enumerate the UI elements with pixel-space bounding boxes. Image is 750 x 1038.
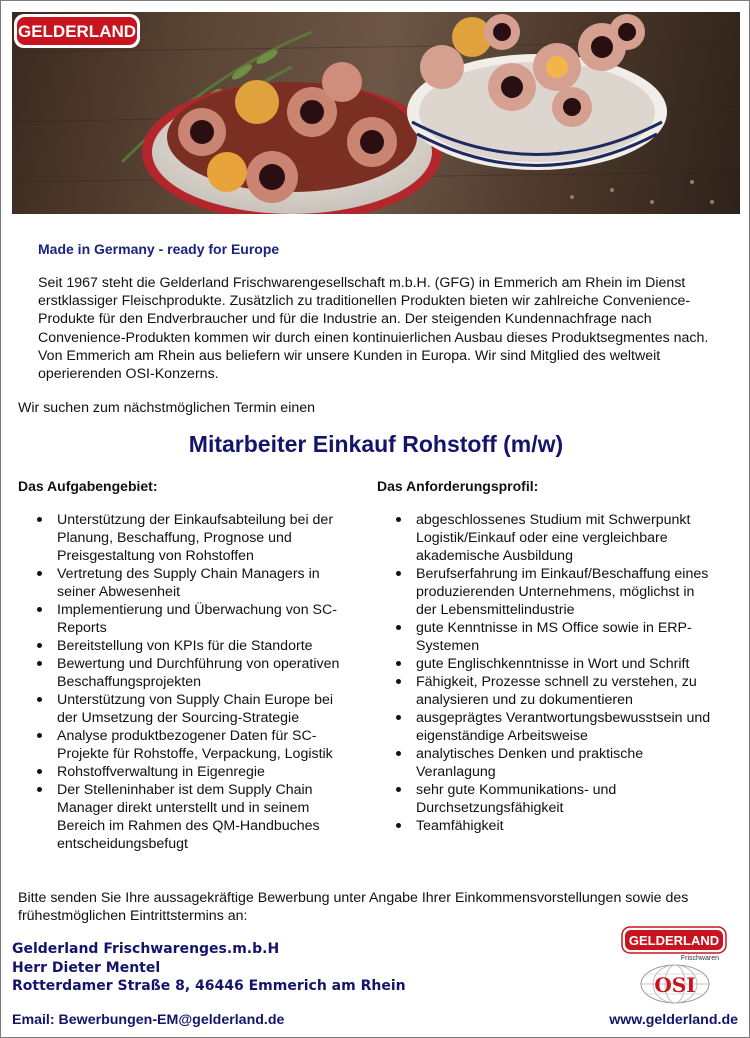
website-link[interactable]: www.gelderland.de [609,1012,738,1028]
search-line: Wir suchen zum nächstmöglichen Termin einen [18,400,316,416]
list-item: Berufserfahrung im Einkauf/Beschaffung eines produzierenden Unternehmens, möglichst in der Lebensmittelindustrie [396,565,716,619]
contact-person: Herr Dieter Mentel [12,959,161,976]
company-name: Gelderland Frischwarenges.m.b.H [12,941,280,957]
svg-text:Frischwaren: Frischwaren [680,955,719,962]
job-title: Mitarbeiter Einkauf Rohstoff (m/w) [188,431,564,457]
list-item: Analyse produktbezogener Daten für SC-Projekte für Rohstoffe, Verpackung, Logistik [37,727,347,763]
svg-text:GELDERLAND: GELDERLAND [17,22,137,41]
list-item: analytisches Denken und praktische Veranlagung [396,745,716,781]
gelderland-logo-icon [12,12,142,50]
requirements-heading: Das Anforderungsprofil: [377,478,539,494]
list-item: Bewertung und Durchführung von operativen Beschaffungsprojekten [37,655,347,691]
requirements-list [396,511,716,835]
tagline: Made in Germany - ready for Europe [38,241,280,257]
list-item: Implementierung und Überwachung von SC-Reports [37,601,347,637]
application-instructions: Bitte senden Sie Ihre aussagekräftige Bewerbung unter Angabe Ihrer Einkommensvorstellungen sowie des frühestmöglichen Eintrittstermins an: [18,890,689,925]
tasks-list [37,511,347,853]
email-link[interactable]: Email: Bewerbungen-EM@gelderland.de [12,1012,285,1028]
list-item: Bereitstellung von KPIs für die Standorte [37,637,347,655]
list-item: Der Stelleninhaber ist dem Supply Chain Manager direkt unterstellt und in seinem Bereich im Rahmen des QM-Handbuches entscheidungsbefugt [37,781,347,853]
list-item: Vertretung des Supply Chain Managers in seiner Abwesenheit [37,565,347,601]
list-item: ausgeprägtes Verantwortungsbewusstsein und eigenständige Arbeitsweise [396,709,716,745]
list-item: gute Kenntnisse in MS Office sowie in ERP-Systemen [396,619,716,655]
svg-text:GELDERLAND: GELDERLAND [628,933,720,948]
list-item: Unterstützung der Einkaufsabteilung bei der Planung, Beschaffung, Prognose und Preisgestaltung von Rohstoffen [37,511,347,565]
gelderland-logo-icon [621,926,727,962]
street-address: Rotterdamer Straße 8, 46446 Emmerich am Rhein [12,978,406,994]
list-item: gute Englischkenntnisse in Wort und Schrift [396,655,716,673]
list-item: Teamfähigkeit [396,817,716,835]
list-item: abgeschlossenes Studium mit Schwerpunkt Logistik/Einkauf oder eine vergleichbare akademische Ausbildung [396,511,716,565]
list-item: Unterstützung von Supply Chain Europe bei der Umsetzung der Sourcing-Strategie [37,691,347,727]
osi-globe-logo-icon [639,963,711,1005]
hero-image [12,12,740,214]
list-item: Rohstoffverwaltung in Eigenregie [37,763,347,781]
list-item: Fähigkeit, Prozesse schnell zu verstehen, zu analysieren und zu dokumentieren [396,673,716,709]
company-intro: Seit 1967 steht die Gelderland Frischwarengesellschaft m.b.H. (GFG) in Emmerich am Rhein im Dienst erstklassiger Fleischprodukte. Zusätzlich zu traditionellen Produkten bieten wir zahlreiche Convenience-Produkte für den Endverbraucher und für die Industrie an. Der steigenden Kundennachfrage nach Convenience-Produkten kommen wir durch einen kontinuierlichen Ausbau dieses Produktsegmentes nach. Von Emmerich am Rhein aus beliefern wir unsere Kunden in Europa. Wir sind Mitglied des weltweit operierenden OSI-Konzerns. [38,275,709,383]
svg-text:OSI: OSI [654,973,696,997]
list-item: sehr gute Kommunikations- und Durchsetzungsfähigkeit [396,781,716,817]
contact-address [12,940,406,996]
tasks-heading: Das Aufgabengebiet: [18,478,158,494]
